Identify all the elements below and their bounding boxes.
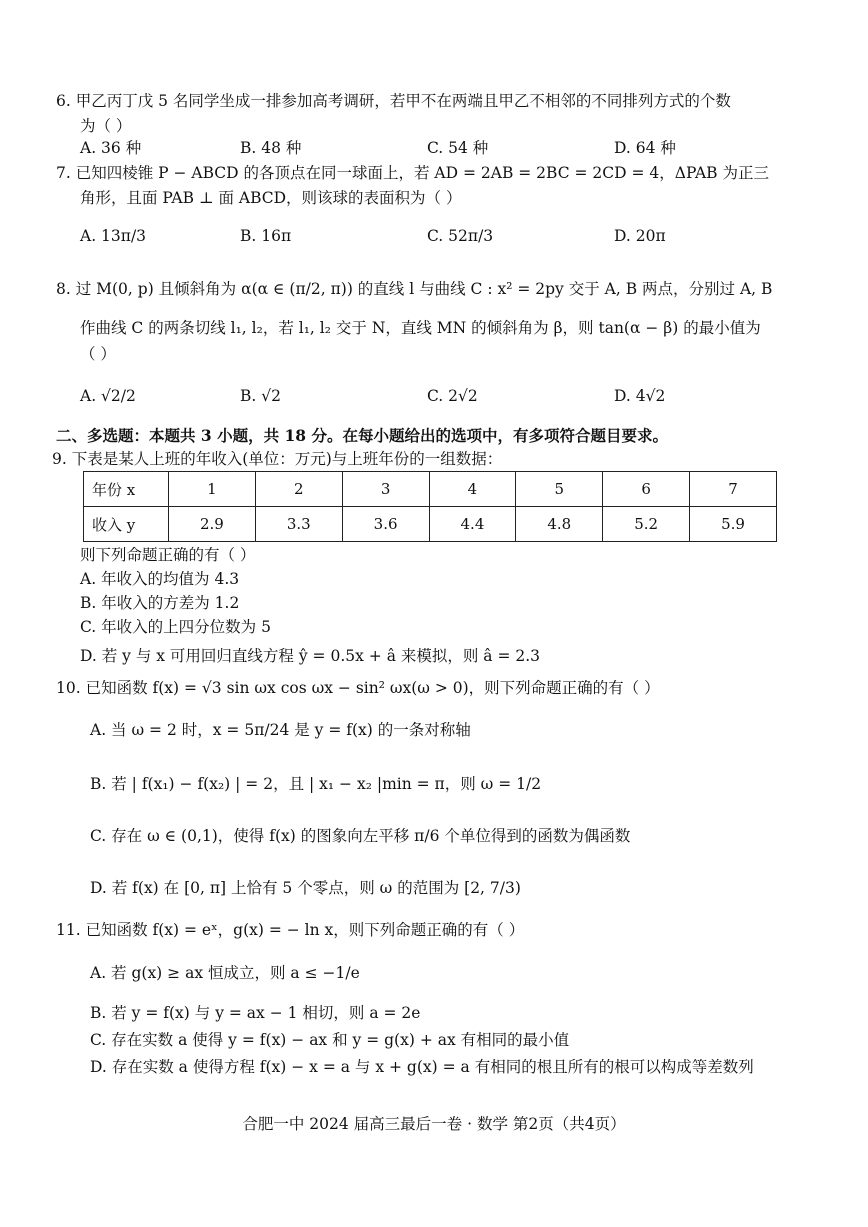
table-header-cell: 年份 x (84, 472, 169, 507)
q8-option-d: D. 4√2 (614, 387, 666, 405)
q11-option-b: B. 若 y = f(x) 与 y = ax − 1 相切，则 a = 2e (90, 1004, 421, 1022)
q10-option-a: A. 当 ω = 2 时，x = 5π/24 是 y = f(x) 的一条对称轴 (90, 721, 471, 739)
table-row (84, 472, 777, 507)
q8-stem-line2: 作曲线 C 的两条切线 l₁, l₂，若 l₁, l₂ 交于 N，直线 MN 的倾斜角为 β，则 tan(α − β) 的最小值为 (80, 319, 761, 337)
table-cell: 2 (255, 472, 342, 507)
table-header-cell: 收入 y (84, 507, 169, 542)
q7-option-a: A. 13π/3 (80, 227, 147, 245)
table-cell: 3.3 (255, 507, 342, 542)
q10-option-d: D. 若 f(x) 在 [0, π] 上恰有 5 个零点，则 ω 的范围为 [2, 7/3) (90, 879, 521, 897)
q6-option-a: A. 36 种 (80, 139, 142, 157)
q9-option-d: D. 若 y 与 x 可用回归直线方程 ŷ = 0.5x + â 来模拟，则 â = 2.3 (80, 647, 541, 665)
q7-option-b: B. 16π (240, 227, 292, 245)
q8-stem-line1: 8. 过 M(0, p) 且倾斜角为 α(α ∈ (π/2, π)) 的直线 l 与曲线 C : x² = 2py 交于 A, B 两点，分别过 A, B (56, 280, 773, 298)
table-cell: 3.6 (342, 507, 429, 542)
q9-stem-line1: 9. 下表是某人上班的年收入(单位：万元)与上班年份的一组数据： (52, 450, 503, 468)
q7-stem-line1: 7. 已知四棱锥 P − ABCD 的各顶点在同一球面上，若 AD = 2AB = 2BC = 2CD = 4，ΔPAB 为正三 (56, 164, 769, 182)
section-heading: 二、多选题：本题共 3 小题，共 18 分。在每小题给出的选项中，有多项符合题目要求。 (56, 426, 668, 445)
table-cell: 7 (690, 472, 777, 507)
table-cell: 3 (342, 472, 429, 507)
q8-option-a: A. √2/2 (80, 387, 136, 405)
q9-option-b: B. 年收入的方差为 1.2 (80, 594, 240, 612)
q8-option-c: C. 2√2 (427, 387, 478, 405)
q9-option-c: C. 年收入的上四分位数为 5 (80, 618, 271, 636)
table-cell: 4.8 (516, 507, 603, 542)
q8-option-b: B. √2 (240, 387, 281, 405)
q9-stem-line2: 则下列命题正确的有（ ） (80, 546, 256, 564)
q7-stem-line2: 角形，且面 PAB ⊥ 面 ABCD，则该球的表面积为（ ） (80, 189, 462, 207)
table-cell: 4.4 (429, 507, 516, 542)
q6-option-c: C. 54 种 (427, 139, 489, 157)
q11-stem-line1: 11. 已知函数 f(x) = eˣ，g(x) = − ln x，则下列命题正确的有（ ） (56, 921, 525, 939)
q9-option-a: A. 年收入的均值为 4.3 (80, 570, 240, 588)
q7-option-d: D. 20π (614, 227, 666, 245)
table-cell: 4 (429, 472, 516, 507)
q11-option-c: C. 存在实数 a 使得 y = f(x) − ax 和 y = g(x) + ax 有相同的最小值 (90, 1031, 570, 1049)
q10-option-c: C. 存在 ω ∈ (0,1)，使得 f(x) 的图象向左平移 π/6 个单位得到的函数为偶函数 (90, 827, 631, 845)
q8-stem-line3: （ ） (80, 345, 116, 363)
table-cell: 5.2 (603, 507, 690, 542)
q10-stem-line1: 10. 已知函数 f(x) = √3 sin ωx cos ωx − sin² ωx(ω > 0)，则下列命题正确的有（ ） (56, 679, 660, 697)
income-table (83, 471, 777, 542)
table-cell: 5.9 (690, 507, 777, 542)
table-row (84, 507, 777, 542)
q6-option-d: D. 64 种 (614, 139, 676, 157)
table-cell: 2.9 (169, 507, 256, 542)
page-footer: 合肥一中 2024 届高三最后一卷 · 数学 第2页（共4页） (242, 1115, 626, 1133)
table-cell: 5 (516, 472, 603, 507)
q6-option-b: B. 48 种 (240, 139, 302, 157)
q6-stem-line2: 为（ ） (80, 117, 132, 135)
table-cell: 1 (169, 472, 256, 507)
q10-option-b: B. 若 | f(x₁) − f(x₂) | = 2，且 | x₁ − x₂ |min = π，则 ω = 1/2 (90, 775, 542, 793)
q6-stem-line1: 6. 甲乙丙丁戊 5 名同学坐成一排参加高考调研，若甲不在两端且甲乙不相邻的不同排列方式的个数 (56, 92, 731, 110)
table-cell: 6 (603, 472, 690, 507)
q11-option-d: D. 存在实数 a 使得方程 f(x) − x = a 与 x + g(x) = a 有相同的根且所有的根可以构成等差数列 (90, 1058, 754, 1076)
q11-option-a: A. 若 g(x) ≥ ax 恒成立，则 a ≤ −1/e (90, 964, 360, 982)
q7-option-c: C. 52π/3 (427, 227, 494, 245)
